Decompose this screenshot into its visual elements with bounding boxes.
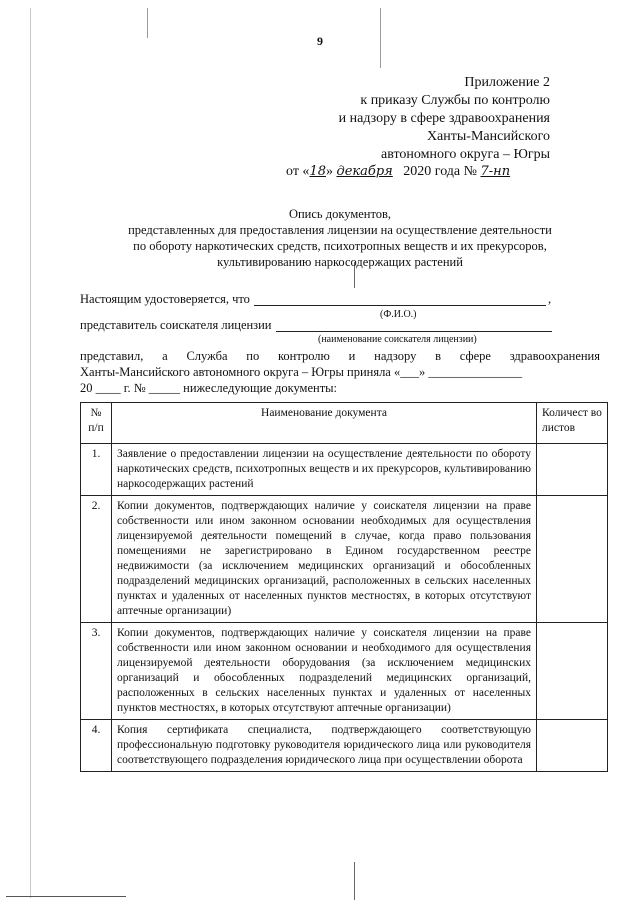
appendix-header <box>339 74 550 164</box>
order-year: 2020 года № <box>403 164 477 179</box>
order-day: 18 <box>309 164 326 179</box>
row-count[interactable] <box>537 496 608 623</box>
row-num: 2. <box>81 496 112 623</box>
title-line: Опись документов, <box>288 207 392 221</box>
row-text: Копия сертификата специалиста, подтверждающего соответствующую профессиональную подготовку руководителя юридического лица или руководителя соответствующего подразделения юридического лица при осуществлении оборота <box>112 720 537 772</box>
scan-artifact-line <box>30 8 31 898</box>
statement-line: Ханты-Мансийского автономного округа – Югры приняла «___» _______________ <box>80 365 523 379</box>
appendix-line: Ханты-Мансийского <box>426 129 550 144</box>
order-number: 7-нп <box>480 164 511 179</box>
table-row <box>81 720 608 772</box>
documents-table <box>80 402 608 772</box>
document-title <box>80 206 600 270</box>
scan-artifact-line <box>6 896 126 897</box>
order-date-line <box>286 164 510 180</box>
applicant-hint: (наименование соискателя лицензии) <box>318 334 477 345</box>
table-header-row <box>81 403 608 444</box>
row-num: 4. <box>81 720 112 772</box>
statement-line: 20 ____ г. № _____ нижеследующие документы: <box>80 381 338 395</box>
row-count[interactable] <box>537 720 608 772</box>
appendix-line: к приказу Службы по контролю <box>360 93 550 108</box>
statement-text <box>80 348 600 396</box>
order-prefix: от « <box>286 164 310 179</box>
row-num: 3. <box>81 623 112 720</box>
header-name: Наименование документа <box>112 403 537 444</box>
row-text: Заявление о предоставлении лицензии на осуществление деятельности по обороту наркотических средств, психотропных веществ и их прекурсоров, культивированию наркосодержащих растений <box>112 444 537 496</box>
header-count: Количест во листов <box>537 403 608 444</box>
header-num: № п/п <box>81 403 112 444</box>
title-line: по обороту наркотических средств, психотропных веществ и их прекурсоров, <box>133 239 547 253</box>
order-month: декабря <box>336 164 393 179</box>
appendix-line: автономного округа – Югры <box>381 147 550 162</box>
page-number: 9 <box>317 34 323 48</box>
row-text: Копии документов, подтверждающих наличие у соискателя лицензии на праве собственности или ином законном основании необходимых для осуществления лицензируемой деятельности помещений в случае, когда право пользования помещениями не зарегистрировано в Едином государственном реестре недвижимости (за исключением медицинских организаций и обособленных подразделений медицинских организаций, расположенных в сельских населенных пунктах и удаленных от населенных пунктов местностях, в которых отсутствуют аптечные организации) <box>112 496 537 623</box>
fio-field-line[interactable] <box>254 305 546 306</box>
row-text: Копии документов, подтверждающих наличие у соискателя лицензии на праве собственности или ином законном основании и необходимого для осуществления лицензируемой деятельности оборудования (за исключением медицинских организаций и обособленных подразделений медицинских организаций, расположенных в сельских населенных пунктах и удаленных от населенных пунктов местностях, в которых отсутствуют аптечные организации) <box>112 623 537 720</box>
certify-end: , <box>548 292 552 306</box>
appendix-line: Приложение 2 <box>464 75 550 90</box>
representative-label: представитель соискателя лицензии <box>80 318 272 332</box>
row-num: 1. <box>81 444 112 496</box>
table-row <box>81 496 608 623</box>
order-mid: » <box>325 164 333 179</box>
statement-line: представил, а Служба по контролю и надзору в сфере здравоохранения <box>80 349 600 363</box>
table-row <box>81 623 608 720</box>
row-count[interactable] <box>537 623 608 720</box>
title-line: представленных для предоставления лицензии на осуществление деятельности <box>128 223 552 237</box>
table-row <box>81 444 608 496</box>
applicant-field-line[interactable] <box>276 331 552 332</box>
certify-label: Настоящим удостоверяется, что <box>80 292 250 306</box>
title-line: культивированию наркосодержащих растений <box>217 255 463 269</box>
fio-hint: (Ф.И.О.) <box>380 309 417 320</box>
appendix-line: и надзору в сфере здравоохранения <box>338 111 550 126</box>
scan-artifact-line <box>354 862 355 900</box>
row-count[interactable] <box>537 444 608 496</box>
